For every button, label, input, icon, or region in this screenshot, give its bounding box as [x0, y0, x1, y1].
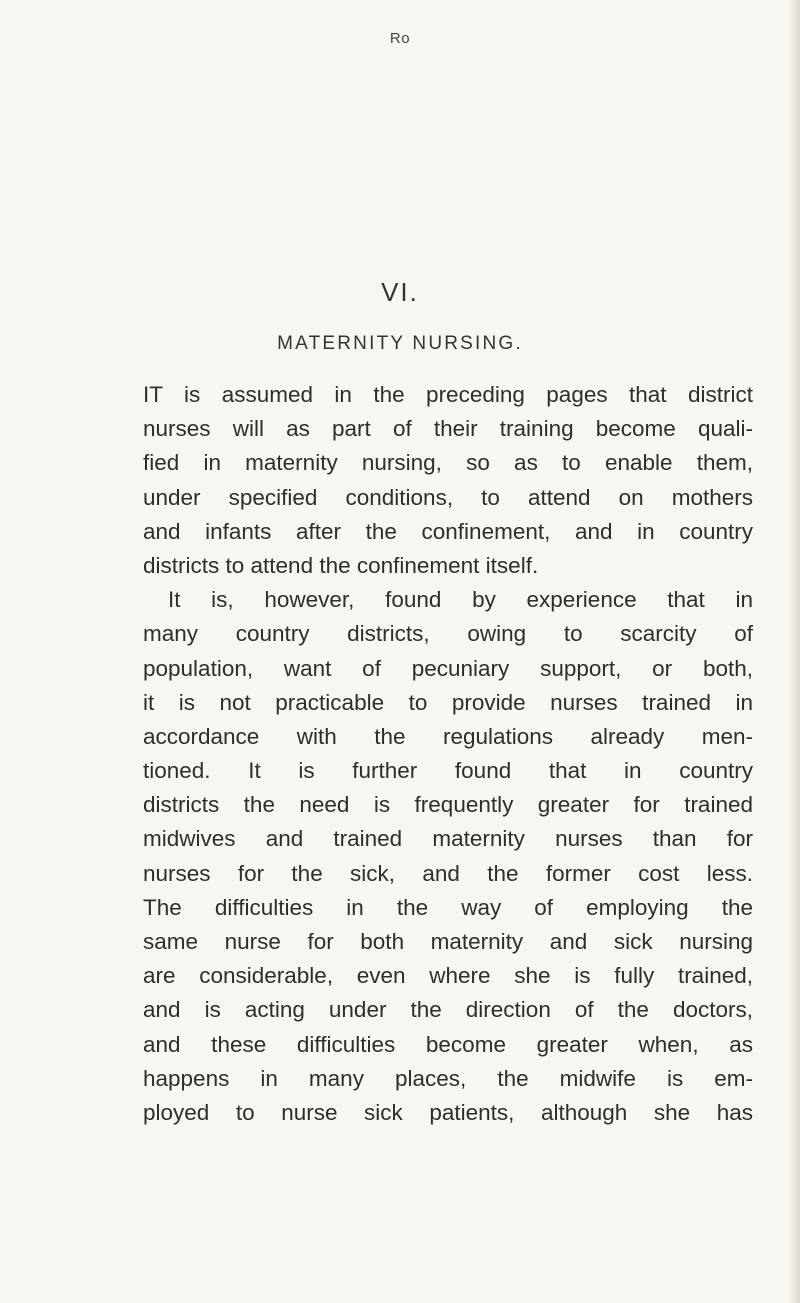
text-line: accordance with the regulations already men- [143, 723, 753, 749]
page-edge-shadow [788, 0, 800, 1303]
text-line: same nurse for both maternity and sick nursing [143, 929, 753, 954]
text-line: under specified conditions, to attend on mothers [143, 484, 753, 510]
text-line: districts the need is frequently greater for trained [143, 792, 753, 818]
text-line: fied in maternity nursing, so as to enable them, [143, 450, 753, 476]
text-line: population, want of pecuniary support, or both, [143, 655, 753, 681]
text-line: happens in many places, the midwife is em- [143, 1065, 753, 1091]
page-mark: Ro [389, 30, 411, 47]
text-line: The difficulties in the way of employing the [143, 894, 753, 920]
chapter-title: MATERNITY NURSING. [277, 333, 523, 354]
chapter-number: VI. [381, 277, 419, 307]
text-line: It is, however, found by experience that in [168, 587, 753, 613]
text-line: and is acting under the direction of the doctors, [143, 997, 753, 1023]
text-line: and infants after the confinement, and in country [143, 518, 753, 544]
text-line: ployed to nurse sick patients, although she has [143, 1099, 753, 1125]
text-line: it is not practicable to provide nurses trained in [143, 689, 753, 715]
text-line: and these difficulties become greater when, as [143, 1031, 753, 1057]
text-line: nurses for the sick, and the former cost less. [143, 860, 753, 886]
text-line: nurses will as part of their training become quali- [143, 416, 753, 442]
body-text [143, 378, 753, 1130]
text-line: districts to attend the confinement itself. [143, 552, 539, 578]
text-line: IT is assumed in the preceding pages that district [143, 382, 753, 407]
text-line: tioned. It is further found that in country [143, 758, 753, 784]
text-line: are considerable, even where she is fully trained, [143, 963, 753, 989]
text-line: many country districts, owing to scarcity of [143, 621, 753, 647]
text-line: midwives and trained maternity nurses than for [143, 826, 753, 852]
